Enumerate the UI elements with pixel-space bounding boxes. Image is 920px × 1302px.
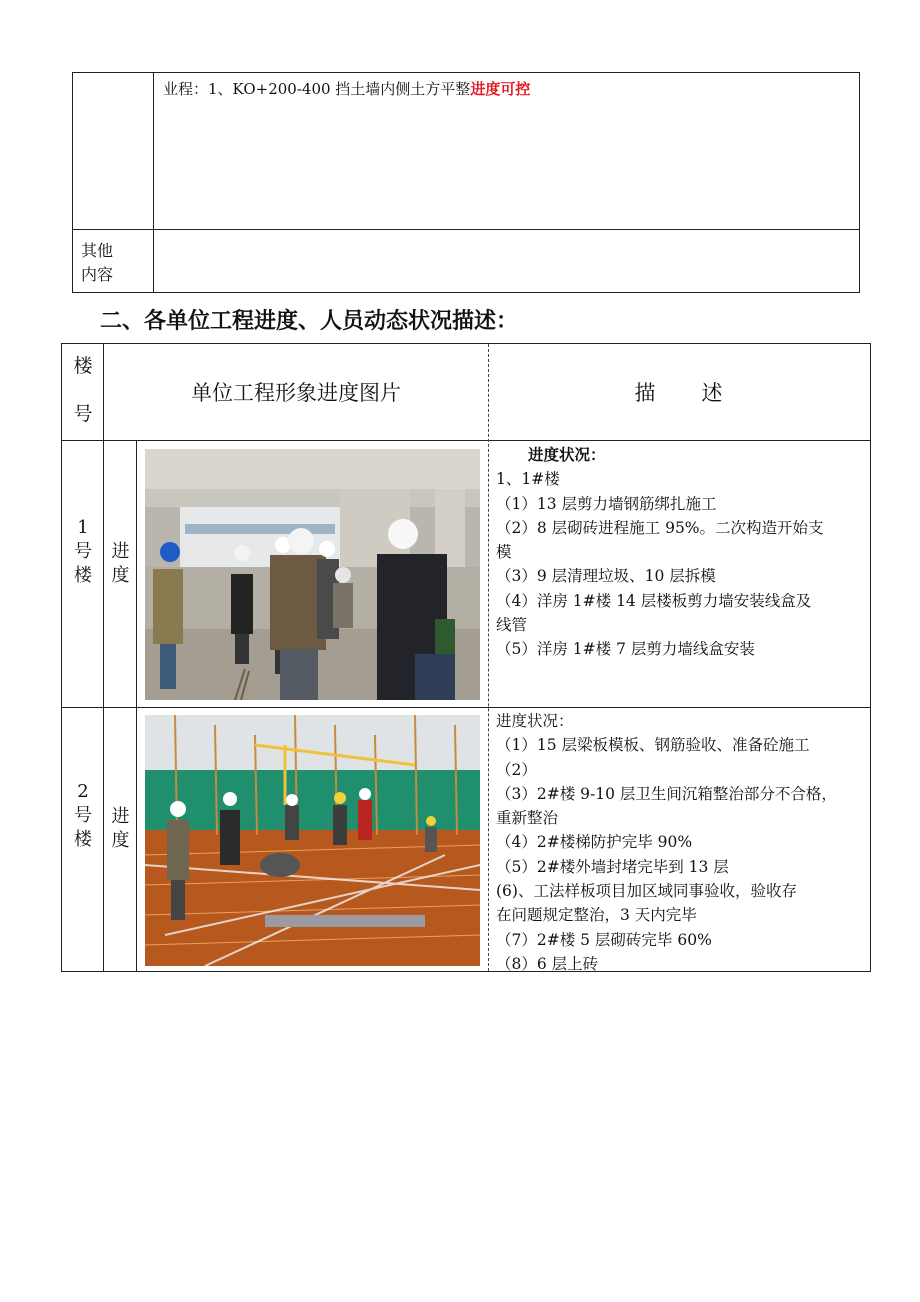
column-divider <box>136 440 137 971</box>
description-line: （7）2#楼 5 层砌砖完毕 60% <box>496 930 712 949</box>
description-2 <box>496 709 870 976</box>
building-char: 楼 <box>74 829 92 850</box>
description-line: （4）2#楼梯防护完毕 90% <box>496 833 693 852</box>
progress-table <box>61 343 871 972</box>
column-divider <box>153 73 154 292</box>
description-line: （1）13 层剪力墙钢筋绑扎施工 <box>496 494 717 513</box>
building-number-header <box>62 344 104 440</box>
other-content-label <box>81 239 113 287</box>
building-char: 楼 <box>74 565 92 586</box>
description-line: 在问题规定整治，3 天内完毕 <box>496 906 697 925</box>
building-char: 号 <box>74 541 92 562</box>
description-line: （3）2#楼 9-10 层卫生间沉箱整治部分不合格， <box>496 784 837 803</box>
section-heading: 二、各单位工程进度、人员动态状况描述： <box>100 309 519 334</box>
description-line: （8）6 层上砖 <box>496 954 599 973</box>
other-label-line2: 内容 <box>81 265 114 284</box>
building-char: 号 <box>74 805 92 826</box>
building-label-1 <box>62 516 104 588</box>
description-line: （2）8 层砌砖进程施工 95%。二次构造开始支 <box>496 518 824 537</box>
description-line: (6)、工法样板项目加区域同事验收，验收存 <box>496 882 797 901</box>
description-line: （5）2#楼外墙封堵完毕到 13 层 <box>496 857 729 876</box>
description-line: （1）15 层梁板模板、钢筋验收、准备砼施工 <box>496 736 810 755</box>
building-label-2 <box>62 780 104 852</box>
description-line: （3）9 层清理垃圾、10 层拆模 <box>496 567 716 586</box>
header-hao: 号 <box>73 403 93 425</box>
description-line: 重新整治 <box>496 809 559 828</box>
description-line: 线管 <box>496 616 528 635</box>
progress-status-title: 进度状况： <box>496 712 574 730</box>
progress-status-title: 进度状况： <box>528 445 606 464</box>
progress-label-1 <box>104 540 137 588</box>
construction-site-inspection-photo <box>145 449 480 700</box>
header-desc-b: 述 <box>701 381 725 405</box>
header-divider <box>62 440 870 441</box>
progress-label-2 <box>104 805 137 853</box>
other-label-line1: 其他 <box>81 241 114 260</box>
header-lou: 楼 <box>73 355 93 377</box>
row-divider <box>73 229 859 230</box>
building-char: 1 <box>77 517 89 538</box>
progress-char: 进 <box>111 806 130 827</box>
description-line: （2） <box>496 760 537 779</box>
building-char: 2 <box>77 781 89 802</box>
description-1 <box>496 443 870 662</box>
earthwork-progress-text: 业程：1、KO+200-400 挡土墙内侧土方平整 <box>163 80 471 98</box>
progress-char: 进 <box>111 541 130 562</box>
header-desc-a: 描 <box>634 381 658 405</box>
rebar-deck-inspection-photo <box>145 715 480 966</box>
description-line: （5）洋房 1#楼 7 层剪力墙线盒安装 <box>496 640 755 659</box>
description-line: 模 <box>496 543 512 562</box>
description-line: （4）洋房 1#楼 14 层楼板剪力墙安装线盒及 <box>496 591 812 610</box>
progress-char: 度 <box>111 565 130 586</box>
description-column-header <box>489 344 870 440</box>
top-table <box>72 72 860 293</box>
row-divider <box>62 707 870 708</box>
earthwork-progress-note <box>163 78 530 99</box>
picture-column-header: 单位工程形象进度图片 <box>191 381 401 405</box>
progress-controllable-highlight: 进度可控 <box>470 80 531 98</box>
progress-char: 度 <box>111 830 130 851</box>
description-line: 1、1#楼 <box>496 470 560 489</box>
